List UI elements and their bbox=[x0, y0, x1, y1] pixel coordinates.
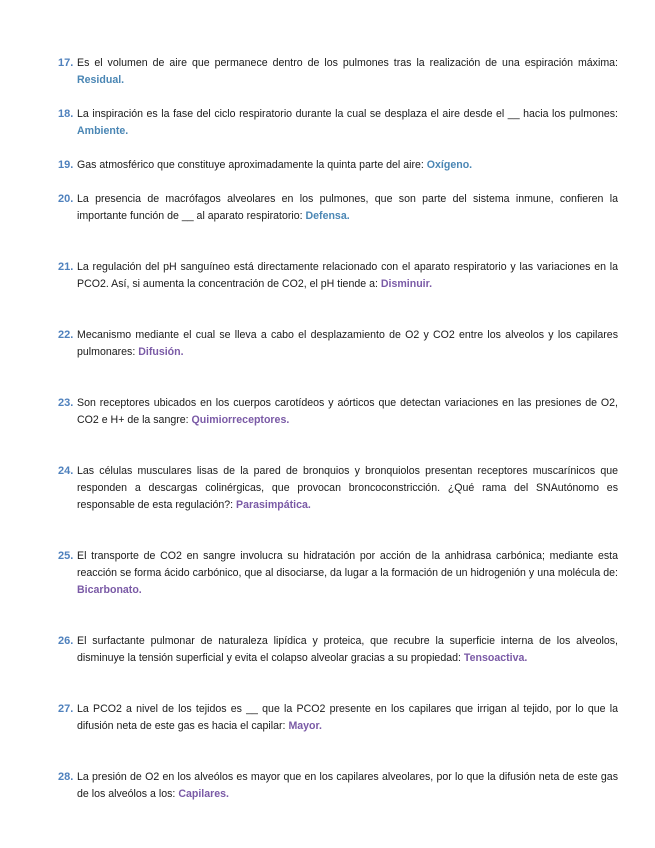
answer: Mayor. bbox=[288, 720, 322, 732]
question-24 bbox=[58, 463, 618, 514]
question-text: Gas atmosférico que constituye aproximadamente la quinta parte del aire: bbox=[77, 159, 424, 171]
question-27 bbox=[58, 701, 618, 735]
question-26 bbox=[58, 633, 618, 667]
answer: Bicarbonato. bbox=[77, 584, 142, 596]
answer: Disminuir. bbox=[380, 278, 433, 290]
question-number: 21. bbox=[58, 261, 74, 273]
question-text: Las células musculares lisas de la pared de bronquios y bronquiolos presentan receptores muscarínicos que responden a descargas colinérgicas, que provocan broncoconstricción. ¿Qué rama del SNAutónomo es responsable de esta regulación?: bbox=[77, 465, 618, 511]
question-text: El surfactante pulmonar de naturaleza lipídica y proteica, que recubre la superficie interna de los alveolos, disminuye la tensión superficial y evita el colapso alveolar gracias a su propiedad: bbox=[77, 635, 618, 664]
question-number: 26. bbox=[58, 635, 74, 647]
question-number: 27. bbox=[58, 703, 74, 715]
question-number: 17. bbox=[58, 57, 74, 69]
answer: Ambiente. bbox=[77, 125, 129, 137]
answer: Difusión. bbox=[138, 346, 184, 358]
question-text: La presencia de macrófagos alveolares en los pulmones, que son parte del sistema inmune, confieren la importante función de __ al aparato respiratorio: bbox=[77, 193, 618, 222]
question-number: 28. bbox=[58, 771, 74, 783]
question-number: 24. bbox=[58, 465, 74, 477]
question-18 bbox=[58, 106, 618, 140]
question-number: 19. bbox=[58, 159, 74, 171]
question-text: La presión de O2 en los alveólos es mayor que en los capilares alveolares, por lo que la difusión neta de este gas de los alveólos a los: bbox=[77, 771, 618, 800]
question-number: 20. bbox=[58, 193, 74, 205]
question-number: 25. bbox=[58, 550, 74, 562]
answer: Tensoactiva. bbox=[463, 652, 528, 664]
answer: Residual. bbox=[77, 74, 125, 86]
question-number: 23. bbox=[58, 397, 74, 409]
answer: Defensa. bbox=[305, 210, 350, 222]
question-text: Mecanismo mediante el cual se lleva a cabo el desplazamiento de O2 y CO2 entre los alveolos y los capilares pulmonares: bbox=[77, 329, 618, 358]
question-text: La inspiración es la fase del ciclo respiratorio durante la cual se desplaza el aire desde el __ hacia los pulmones: bbox=[77, 108, 618, 120]
question-text: La regulación del pH sanguíneo está directamente relacionado con el aparato respiratorio y las variaciones en la PCO2. Así, si aumenta la concentración de CO2, el pH tiende a: bbox=[77, 261, 618, 290]
answer: Capilares. bbox=[178, 788, 229, 800]
question-21 bbox=[58, 259, 618, 293]
question-22 bbox=[58, 327, 618, 361]
question-text: El transporte de CO2 en sangre involucra su hidratación por acción de la anhidrasa carbónica; mediante esta reacción se forma ácido carbónico, que al disociarse, da lugar a la formación de un hidrogenión y una molécula de: bbox=[77, 550, 618, 579]
question-text: Son receptores ubicados en los cuerpos carotídeos y aórticos que detectan variaciones en las presiones de O2, CO2 e H+ de la sangre: bbox=[77, 397, 618, 426]
question-28 bbox=[58, 769, 618, 803]
answer: Oxígeno. bbox=[426, 159, 473, 171]
question-19 bbox=[58, 157, 618, 174]
question-text: La PCO2 a nivel de los tejidos es __ que la PCO2 presente en los capilares que irrigan al tejido, por lo que la difusión neta de este gas es hacia el capilar: bbox=[77, 703, 618, 732]
question-23 bbox=[58, 395, 618, 429]
answer: Parasimpática. bbox=[236, 499, 311, 511]
question-20 bbox=[58, 191, 618, 225]
question-number: 18. bbox=[58, 108, 74, 120]
question-text: Es el volumen de aire que permanece dentro de los pulmones tras la realización de una espiración máxima: bbox=[77, 57, 618, 69]
question-25 bbox=[58, 548, 618, 599]
question-17 bbox=[58, 55, 618, 89]
answer: Quimiorreceptores. bbox=[191, 414, 290, 426]
question-number: 22. bbox=[58, 329, 74, 341]
